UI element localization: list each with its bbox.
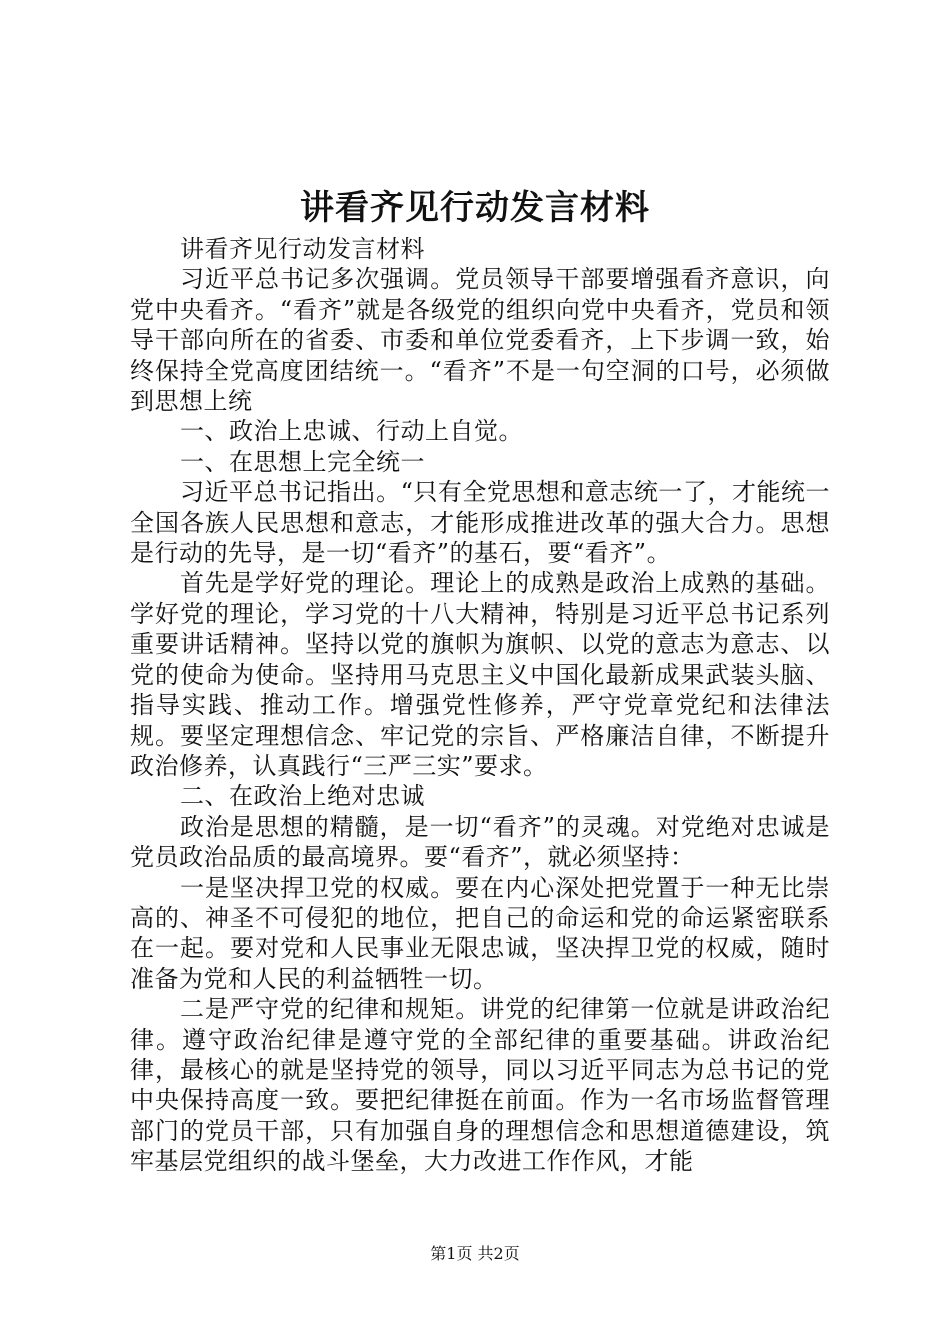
page-footer: 第1页 共2页 — [430, 1244, 520, 1263]
document-title: 讲看齐见行动发言材料 — [300, 188, 650, 228]
paragraph-heading: 一、政治上忠诚、行动上自觉。 — [180, 417, 523, 446]
section-heading-2: 二、在政治上绝对忠诚 — [180, 782, 425, 811]
paragraph-intro: 习近平总书记多次强调。党员领导干部要增强看齐意识，向党中央看齐。“看齐”就是各级党的组织向党中央看齐，党员和领导干部向所在的省委、市委和单位党委看齐，上下步调一致，始终保持全党高度团结统一。“看齐”不是一句空洞的口号，必须做到思想上统 — [130, 265, 830, 416]
paragraph: 二是严守党的纪律和规矩。讲党的纪律第一位就是讲政治纪律。遵守政治纪律是遵守党的全部纪律的重要基础。讲政治纪律，最核心的就是坚持党的领导，同以习近平同志为总书记的党中央保持高度一致。要把纪律挺在前面。作为一名市场监督管理部门的党员干部，只有加强自身的理想信念和思想道德建设，筑牢基层党组织的战斗堡垒，大力改进工作作风，才能 — [130, 995, 830, 1176]
paragraph-subtitle: 讲看齐见行动发言材料 — [180, 235, 425, 263]
paragraph: 政治是思想的精髓，是一切“看齐”的灵魂。对党绝对忠诚是党员政治品质的最高境界。要“看齐”，就必须坚持： — [130, 812, 830, 872]
paragraph: 一是坚决捍卫党的权威。要在内心深处把党置于一种无比崇高的、神圣不可侵犯的地位，把自己的命运和党的命运紧密联系在一起。要对党和人民事业无限忠诚，坚决捍卫党的权威，随时准备为党和人民的利益牺牲一切。 — [130, 873, 830, 993]
paragraph: 首先是学好党的理论。理论上的成熟是政治上成熟的基础。学好党的理论，学习党的十八大精神，特别是习近平总书记系列重要讲话精神。坚持以党的旗帜为旗帜、以党的意志为意志、以党的使命为使命。坚持用马克思主义中国化最新成果武装头脑、指导实践、推动工作。增强党性修养，严守党章党纪和法律法规。要坚定理想信念、牢记党的宗旨、严格廉洁自律，不断提升政治修养，认真践行“三严三实”要求。 — [130, 569, 830, 780]
section-heading-1: 一、在思想上完全统一 — [180, 447, 425, 476]
document-body — [130, 234, 830, 1177]
paragraph: 习近平总书记指出。“只有全党思想和意志统一了，才能统一全国各族人民思想和意志，才能形成推进改革的强大合力。思想是行动的先导，是一切“看齐”的基石，要“看齐”。 — [130, 478, 830, 568]
